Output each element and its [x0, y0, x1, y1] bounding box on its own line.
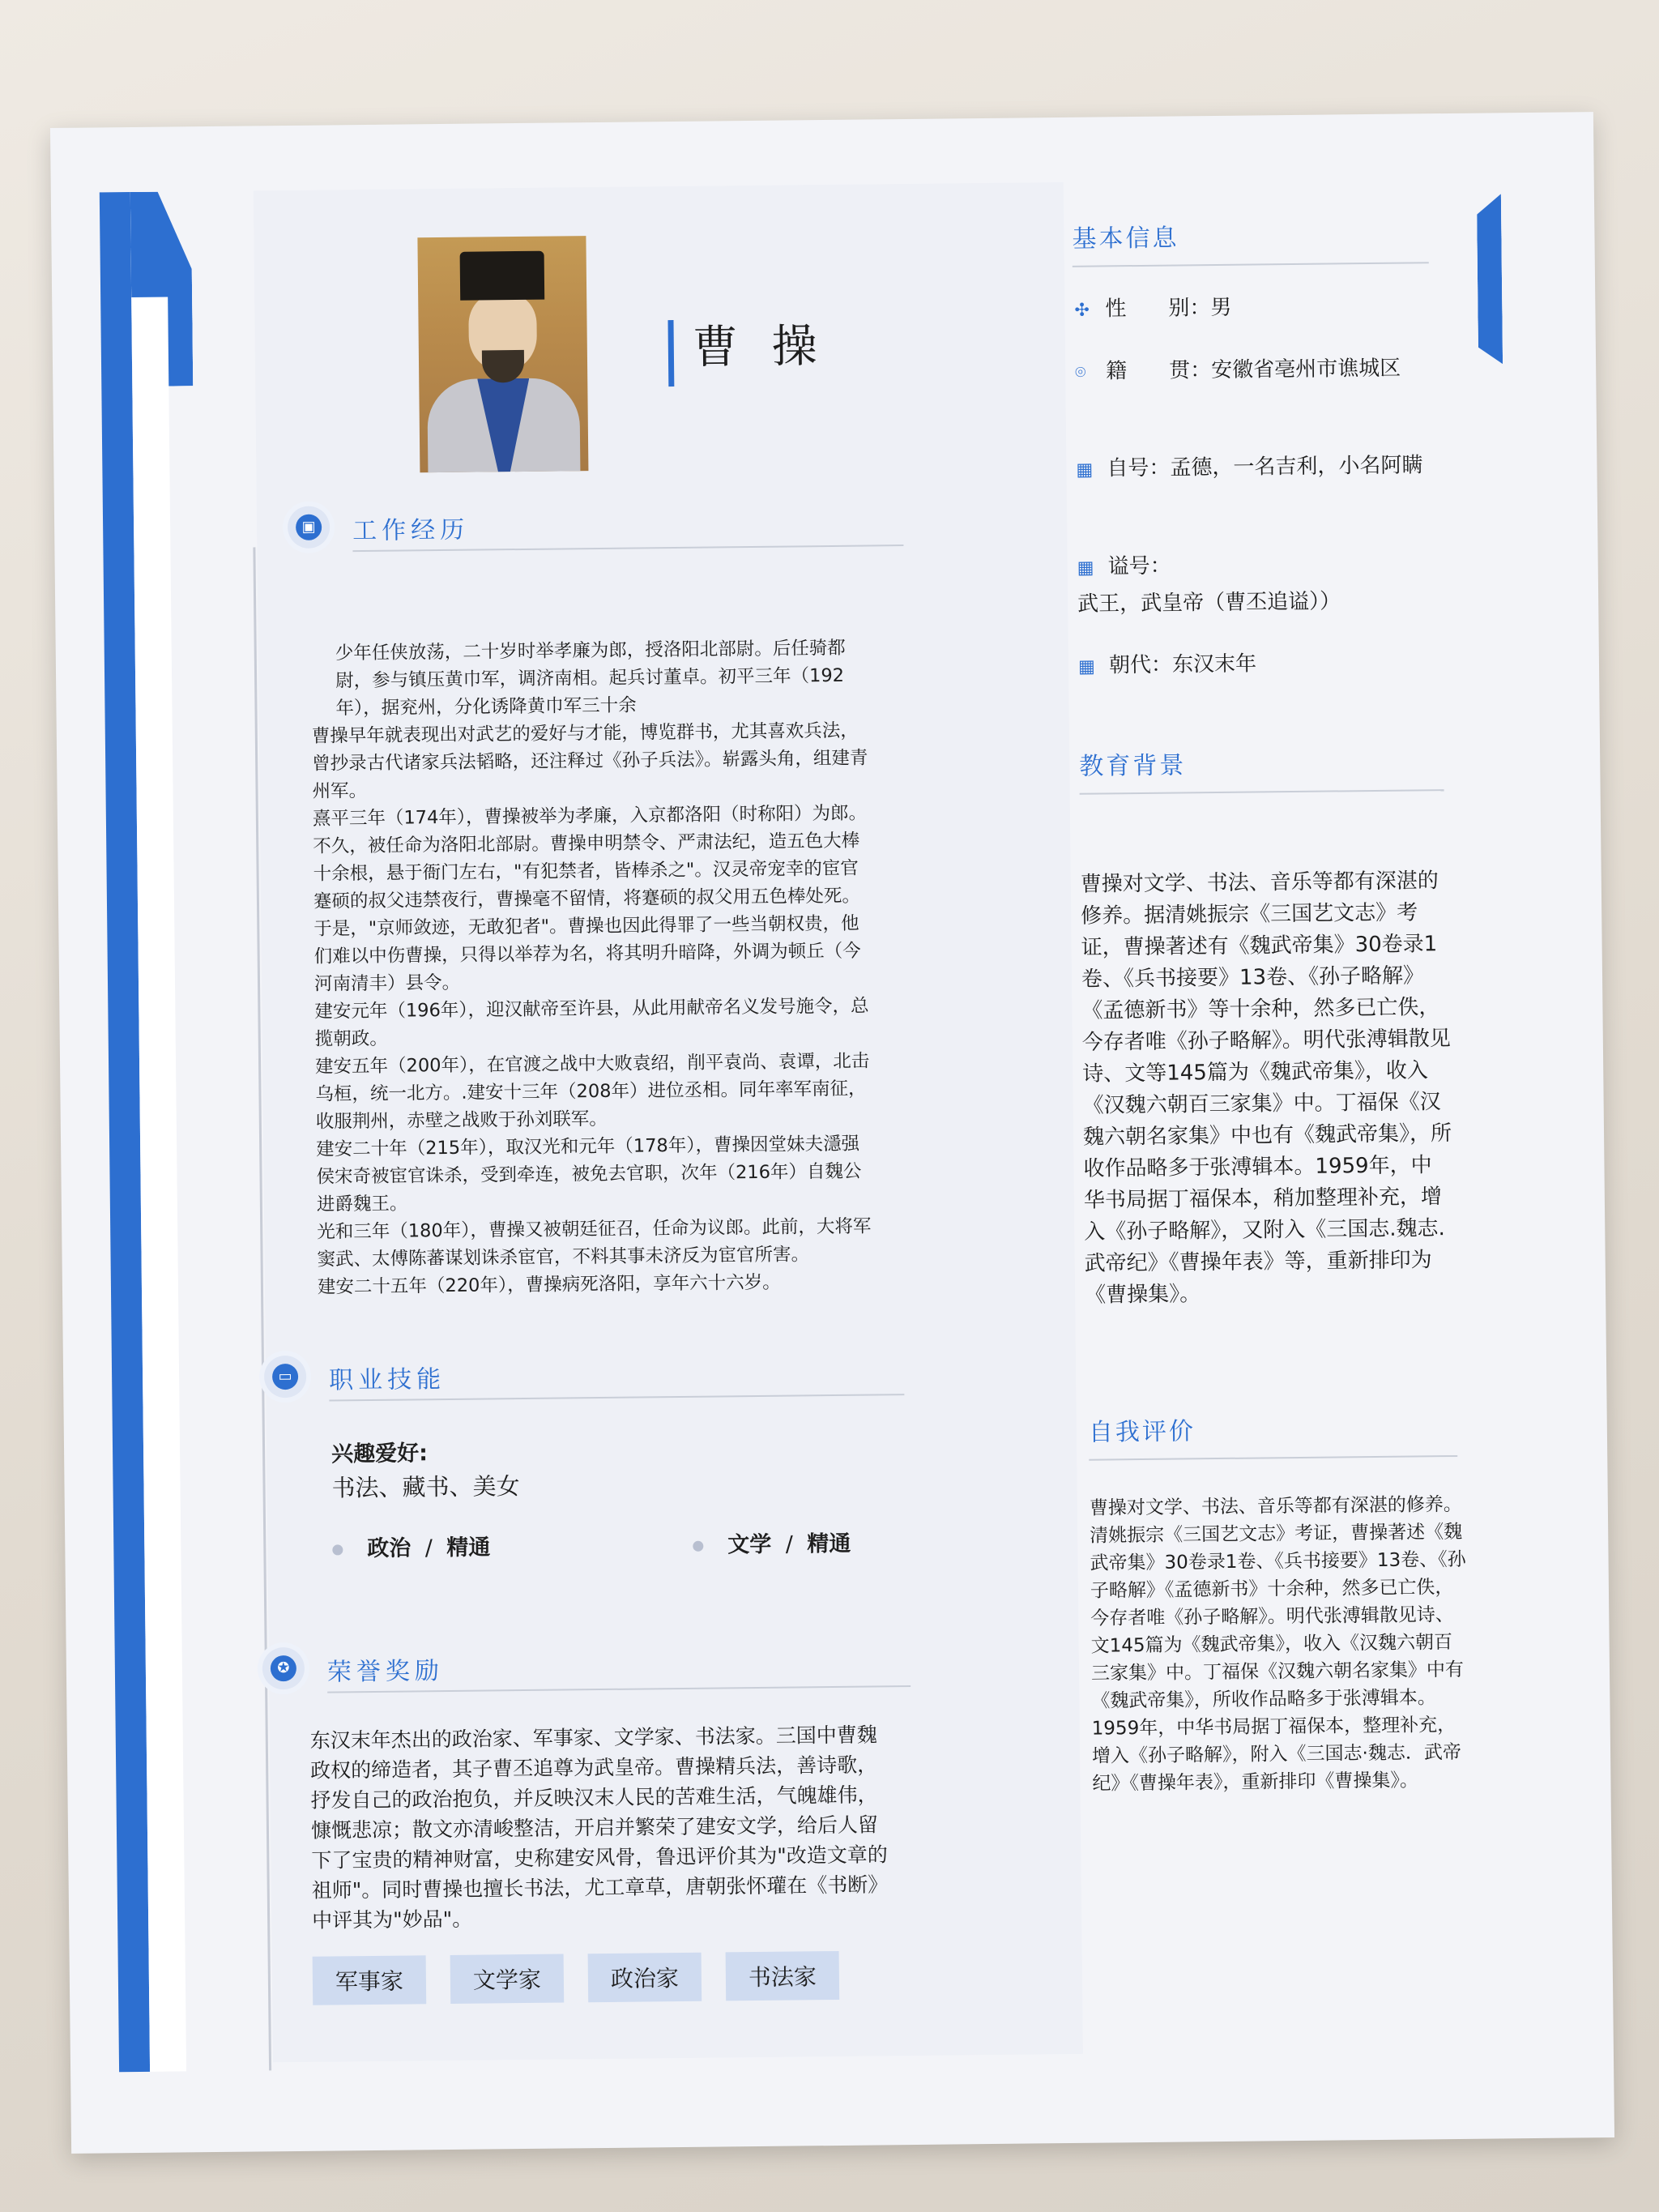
- medal-icon: ✪: [262, 1647, 305, 1690]
- skills-section-title: 职业技能: [328, 1365, 446, 1395]
- portrait-hat: [460, 251, 545, 301]
- info-row: [1077, 545, 1426, 621]
- skills-section-header: [264, 1349, 913, 1404]
- info-row: [1074, 288, 1447, 329]
- tag: 文学家: [450, 1954, 565, 2004]
- briefcase-icon: ▣: [288, 506, 331, 549]
- hobby-label: 兴趣爱好:: [331, 1441, 429, 1467]
- skill-level: 精通: [807, 1531, 851, 1557]
- info-value: 武王，武皇帝（曹丕追谥））: [1077, 589, 1341, 617]
- info-label: 谥号：: [1107, 553, 1171, 579]
- education-divider: [1080, 789, 1444, 795]
- person-name: 曹 操: [692, 320, 827, 374]
- gender-icon: ✣: [1074, 300, 1090, 321]
- honors-section-title: 荣誉奖励: [326, 1657, 445, 1687]
- tag: 书法家: [726, 1951, 840, 2001]
- work-paragraph: 建安五年（200年），在官渡之战中大败袁绍，削平袁尚、袁谭，北击乌桓，统一北方。.建安十三年（208年）进位丞相。同年率军南征，收服荆州，赤壁之战败于孙刘联军。: [314, 1050, 870, 1133]
- info-label: 朝代：: [1108, 652, 1173, 678]
- work-paragraph: 光和三年（180年），曹操又被朝廷征召，任命为议郎。此前，大将军窦武、太傅陈蕃谋划诛杀宦官，不料其事未济反为宦官所害。: [317, 1215, 872, 1270]
- info-value: 东汉末年: [1171, 651, 1257, 677]
- info-label: 性 别：: [1105, 296, 1211, 322]
- education-header: [1079, 742, 1444, 795]
- honors-section-header: [262, 1641, 911, 1696]
- skill-name: 文学: [727, 1531, 772, 1558]
- work-section-header: [288, 500, 936, 555]
- work-section-title: 工作经历: [352, 515, 470, 546]
- work-paragraph: 建安二十年（215年），取汉光和元年（178年），曹操因堂妹夫濦强侯宋奇被宦官诛杀，受到牵连，被免去官职，次年（216年）自魏公进爵魏王。: [316, 1133, 862, 1215]
- work-paragraph: 曹操早年就表现出对武艺的爱好与才能，博览群书，尤其喜欢兵法，曾抄录古代诸家兵法韬略，还注释过《孙子兵法》。崭露头角，组建青州军。: [311, 720, 868, 802]
- resume-page: [50, 112, 1614, 2154]
- work-paragraph: 建安二十五年（220年），曹操病死洛阳，享年六十六岁。: [317, 1271, 781, 1298]
- skill-item: [332, 1529, 490, 1562]
- hobby-text: 书法、藏书、美女: [331, 1472, 520, 1502]
- skill-separator: /: [424, 1535, 433, 1561]
- left-accent-strip: [100, 191, 212, 2072]
- location-icon: ⌾: [1075, 362, 1086, 383]
- education-title: 教育背景: [1079, 751, 1187, 781]
- grid-icon: ▦: [1077, 557, 1094, 579]
- skill-level: 精通: [446, 1535, 491, 1561]
- skill-separator: /: [785, 1531, 793, 1557]
- work-text: [311, 634, 877, 1300]
- skill-name: 政治: [367, 1535, 412, 1562]
- info-value: 男: [1210, 295, 1232, 321]
- grid-icon: ▦: [1077, 656, 1095, 677]
- info-label: 籍 贯：: [1106, 358, 1212, 384]
- basic-info-header: [1072, 215, 1429, 267]
- basic-info-title: 基本信息: [1072, 224, 1179, 254]
- basic-info-divider: [1073, 262, 1429, 267]
- work-paragraph: 少年任侠放荡，二十岁时举孝廉为郎，授洛阳北部尉。后任骑都尉，参与镇压黄巾军，调济南相。起兵讨董卓。初平三年（192年），据兖州，分化诱降黄巾军三十余: [335, 637, 846, 720]
- tag: 政治家: [588, 1953, 702, 2002]
- info-row: [1078, 644, 1451, 685]
- right-accent-tab: [1477, 194, 1503, 364]
- name-accent-bar: [667, 320, 674, 386]
- info-value: 孟德，一名吉利，小名阿瞒: [1170, 453, 1423, 480]
- monitor-icon: ▭: [264, 1356, 307, 1399]
- bullet-dot: [332, 1544, 343, 1555]
- work-paragraph: 建安元年（196年），迎汉献帝至许县，从此用献帝名义发号施令，总揽朝政。: [314, 995, 869, 1050]
- self-eval-divider: [1089, 1455, 1457, 1461]
- info-row: [1075, 350, 1423, 391]
- info-label: 自号：: [1107, 455, 1171, 481]
- self-eval-title: 自我评价: [1088, 1417, 1196, 1447]
- info-value: 安徽省亳州市谯城区: [1211, 356, 1401, 383]
- self-eval-header: [1089, 1408, 1458, 1461]
- honors-text: 东汉末年杰出的政治家、军事家、文学家、书法家。三国中曹魏政权的缔造者，其子曹丕追尊为武皇帝。曹操精兵法，善诗歌，抒发自己的政治抱负，并反映汉末人民的苦难生活，气魄雄伟，慷慨悲凉；散文亦清峻整洁，开启并繁荣了建安文学，给后人留下了宝贵的精神财富，史称建安风骨，鲁迅评价其为"改造文章的祖师"。同时曹操也擅长书法，尤工章草，唐朝张怀瓘在《书断》中评其为"妙品"。: [309, 1723, 889, 1932]
- tag: 军事家: [313, 1955, 427, 2005]
- portrait-image: [417, 236, 588, 472]
- grid-icon: ▦: [1076, 459, 1094, 480]
- work-paragraph: 熹平三年（174年），曹操被举为孝廉，入京都洛阳（时称阳）为郎。不久，被任命为洛阳北部尉。曹操申明禁令、严肃法纪，造五色大棒十余根，悬于衙门左右，"有犯禁者，皆棒杀之"。汉灵帝宠幸的宦官蹇硕的叔父违禁夜行，曹操毫不留情，将蹇硕的叔父用五色棒处死。于是，"京师敛迹，无敢犯者"。曹操也因此得罪了一些当朝权贵，他们难以中伤曹操，只得以举荐为名，将其明升暗降，外调为顿丘（今河南清丰）县令。: [312, 802, 868, 995]
- info-row: [1076, 447, 1424, 489]
- skill-item: [693, 1526, 851, 1559]
- education-text: 曹操对文学、书法、音乐等都有深湛的修养。据清姚振宗《三国艺文志》考证，曹操著述有《魏武帝集》30卷录1卷、《兵书接要》13卷、《孙子略解》《孟德新书》等十余种，然多已亡佚，今存者唯《孙子略解》。明代张溥辑散见诗、文等145篇为《魏武帝集》，收入《汉魏六朝百三家集》中。丁福保《汉魏六朝名家集》中也有《魏武帝集》，所收作品略多于张溥辑本。1959年，中华书局据丁福保本，稍加整理补充，增入《孙子略解》，又附入《三国志.魏志.武帝纪》《曹操年表》等，重新排印为《曹操集》。: [1080, 869, 1452, 1308]
- tag-list: [313, 1951, 840, 2005]
- bullet-dot: [693, 1541, 703, 1552]
- self-eval-text: 曹操对文学、书法、音乐等都有深湛的修养。清姚振宗《三国艺文志》考证，曹操著述《魏武帝集》30卷录1卷、《兵书接要》13卷、《孙子略解》《孟德新书》十余种，然多已亡佚，今存者唯《孙子略解》。明代张溥辑散见诗、文145篇为《魏武帝集》，收入《汉魏六朝百三家集》中。丁福保《汉魏六朝名家集》中有《魏武帝集》，所收作品略多于张溥辑本。1959年，中华书局据丁福保本，整理补充，增入《孙子略解》，附入《三国志·魏志．武帝纪》《曹操年表》，重新排印《曹操集》。: [1089, 1493, 1466, 1795]
